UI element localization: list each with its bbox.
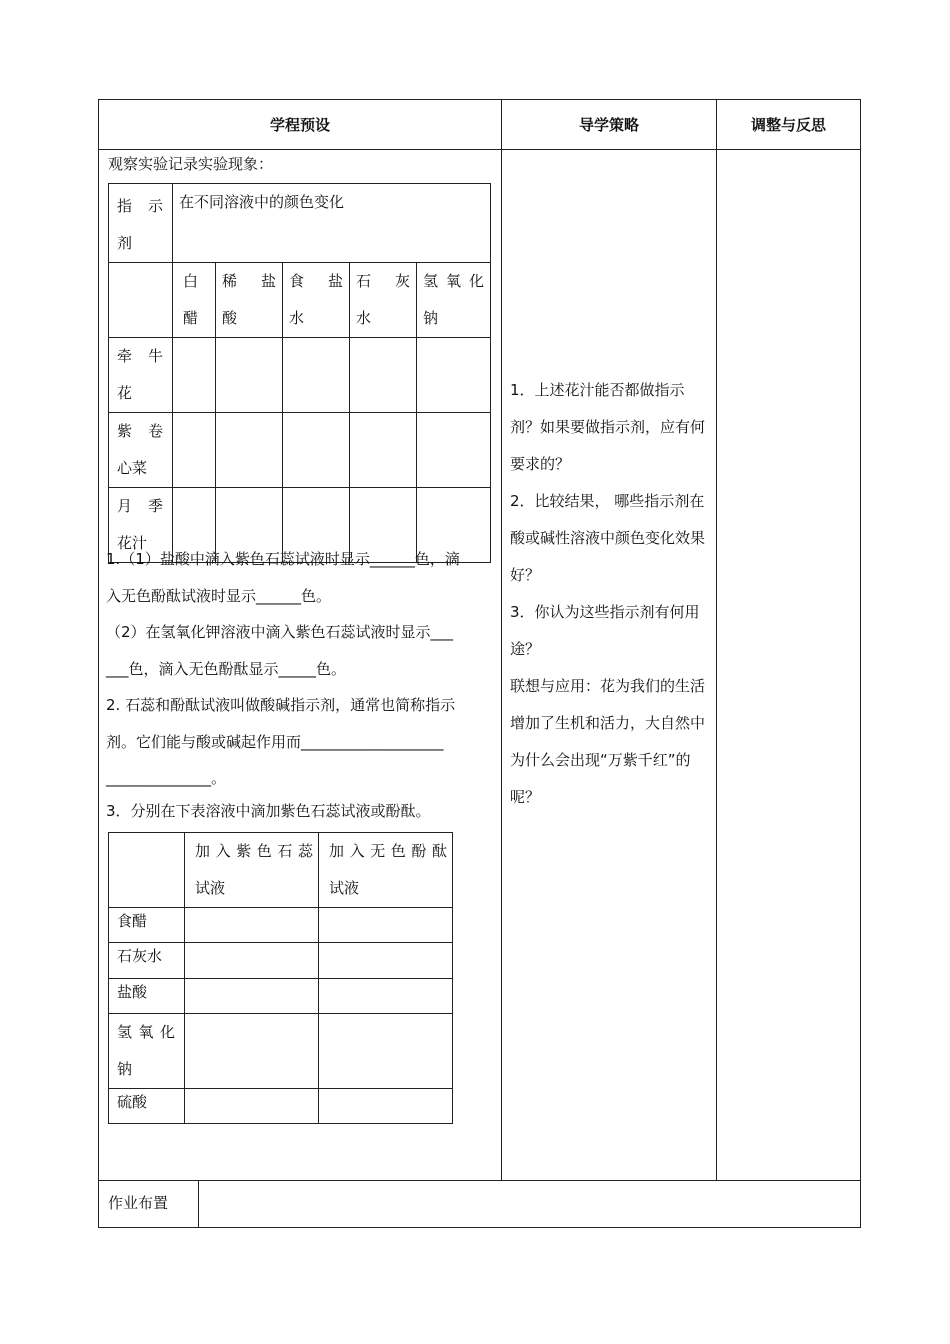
- header-guiding-strategy: 导学策略: [578, 116, 639, 134]
- intro-text: 观察实验记录实验现象：: [108, 155, 274, 173]
- frame-body-bottom-line: [98, 1180, 861, 1181]
- frame-bottom-line: [98, 1227, 861, 1228]
- solution-salt-water: 食 盐 水: [283, 263, 350, 338]
- question-1b: 入无色酚酞试液时显示______色。: [106, 587, 332, 605]
- empty-cell: [109, 263, 173, 338]
- solution-white-vinegar: 白 醋: [173, 263, 216, 338]
- row-lime-water: 石灰水: [109, 943, 185, 979]
- question-1c: （2）在氢氧化钾溶液中滴入紫色石蕊试液时显示___: [106, 623, 454, 641]
- question-1a: 1.（1）盐酸中滴入紫色石蕊试液时显示______色，滴: [106, 550, 460, 568]
- header-learning-preset: 学程预设: [269, 116, 330, 134]
- indicator-corner-cell: 指 示 剂: [109, 184, 173, 263]
- question-2a: 2. 石蕊和酚酞试液叫做酸碱指示剂，通常也简称指示: [106, 696, 456, 714]
- frame-left-line: [98, 99, 99, 1228]
- frame-col-divider-2: [716, 99, 717, 1181]
- question-2c: ______________。: [106, 769, 227, 787]
- col-add-phenolphthalein: 加 入 无 色 酚 酞 试液: [319, 833, 453, 908]
- row-naoh: 氢 氧 化 钠: [109, 1014, 185, 1089]
- row-hcl: 盐酸: [109, 979, 185, 1014]
- col-add-litmus: 加 入 紫 色 石 蕊 试液: [185, 833, 319, 908]
- header-adjust-reflect: 调整与反思: [750, 116, 826, 134]
- table-row: [109, 413, 491, 488]
- row-morning-glory: 牵 牛 花: [109, 338, 173, 413]
- solution-dilute-hcl: 稀 盐 酸: [216, 263, 283, 338]
- solution-lime-water: 石 灰 水: [350, 263, 417, 338]
- table-row: [109, 979, 453, 1014]
- question-2b: 剂。它们能与酸或碱起作用而___________________: [106, 733, 444, 751]
- strategy-item-1: 1．上述花汁能否都做指示剂？如果要做指示剂，应有何要求的？: [510, 381, 706, 473]
- table-row: [109, 1014, 453, 1089]
- question-3: 3．分别在下表溶液中滴加紫色石蕊试液或酚酞。: [106, 802, 431, 820]
- solution-naoh: 氢 氧 化 钠: [417, 263, 491, 338]
- indicator-table: [108, 183, 491, 563]
- table-row: [109, 908, 453, 943]
- frame-col-divider-1: [501, 99, 502, 1181]
- frame-right-line: [860, 99, 861, 1228]
- homework-divider: [198, 1180, 199, 1228]
- table-row: [109, 1089, 453, 1124]
- empty-cell: [109, 833, 185, 908]
- row-rose-juice: 月 季 花汁: [109, 488, 173, 563]
- homework-label: 作业布置: [108, 1194, 169, 1212]
- indicator-corner-label: 指 示: [117, 197, 163, 215]
- table-row: [109, 338, 491, 413]
- table-row: [109, 943, 453, 979]
- strategy-item-2: 2．比较结果， 哪些指示剂在酸或碱性溶液中颜色变化效果好？: [510, 492, 706, 584]
- strategy-item-3: 3．你认为这些指示剂有何用途？: [510, 603, 700, 658]
- color-change-header: 在不同溶液中的颜色变化: [173, 184, 491, 263]
- strategy-item-4: 联想与应用：花为我们的生活增加了生机和活力，大自然中为什么会出现“万紫千红”的呢？: [510, 677, 706, 806]
- row-vinegar: 食醋: [109, 908, 185, 943]
- test-solution-table: [108, 832, 453, 1124]
- row-sulfuric-acid: 硫酸: [109, 1089, 185, 1124]
- question-1d: ___色，滴入无色酚酞显示_____色。: [106, 660, 347, 678]
- row-purple-cabbage: 紫 卷 心菜: [109, 413, 173, 488]
- solution-header-row: [109, 263, 491, 338]
- strategy-text: [510, 372, 710, 816]
